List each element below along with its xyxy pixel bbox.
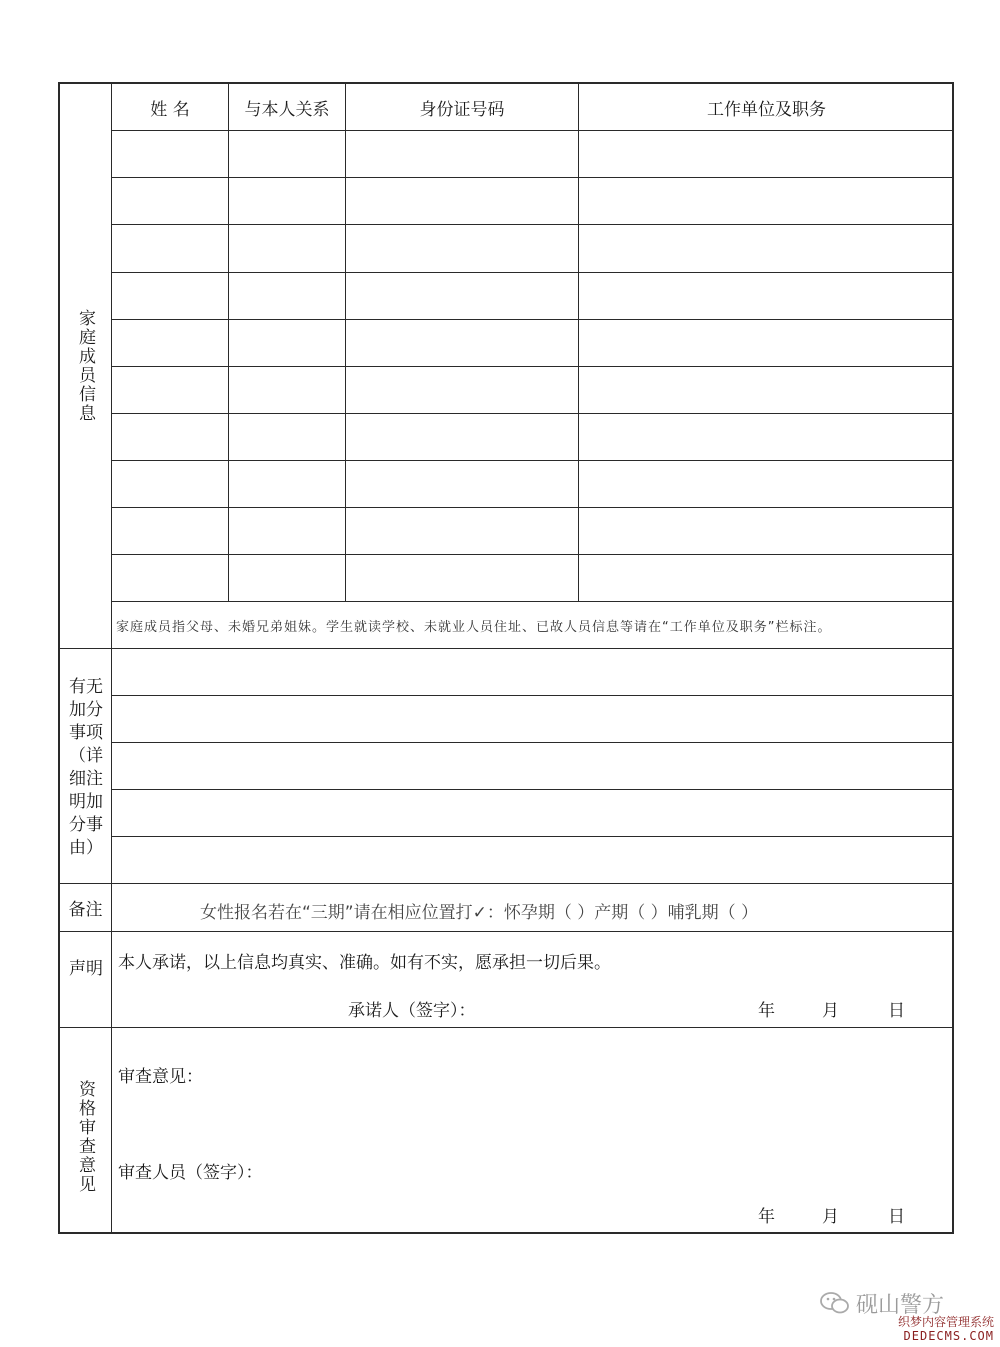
review-reviewer-label: 审查人员（签字）： <box>118 1163 263 1183</box>
review-month: 月 <box>822 1207 839 1227</box>
family-member-row-7[interactable] <box>112 414 954 460</box>
family-section-label: 家庭成员信息 <box>75 309 95 423</box>
family-member-row-3[interactable] <box>112 225 954 271</box>
bonus-line-1[interactable] <box>112 649 954 695</box>
family-member-row-2[interactable] <box>112 178 954 224</box>
review-opinion-field[interactable] <box>210 1054 940 1134</box>
declaration-signature-field[interactable] <box>490 988 740 1020</box>
watermark-site <box>898 1315 994 1343</box>
bonus-section-label: 有无加分事项（详细注明加分事由） <box>69 677 103 858</box>
family-member-row-4[interactable] <box>112 273 954 319</box>
declaration-year: 年 <box>758 1001 775 1021</box>
family-member-row-8[interactable] <box>112 461 954 507</box>
bonus-line-4[interactable] <box>112 790 954 836</box>
declaration-label: 声明 <box>69 959 103 979</box>
watermark-site-cn: 织梦内容管理系统 <box>897 1315 994 1329</box>
family-member-row-9[interactable] <box>112 508 954 554</box>
review-section-label: 资格审查意见 <box>75 1080 95 1194</box>
family-note: 家庭成员指父母、未婚兄弟姐妹。学生就读学校、未就业人员住址、已故人员信息等请在“工作单位及职务”栏标注。 <box>116 619 832 635</box>
section-divider <box>60 883 954 884</box>
review-day: 日 <box>888 1207 905 1227</box>
remarks-label: 备注 <box>68 900 103 920</box>
wechat-icon <box>820 1290 850 1316</box>
section-divider <box>60 1027 954 1028</box>
review-opinion-label: 审查意见： <box>118 1067 203 1087</box>
review-signature-field[interactable] <box>280 1150 680 1182</box>
column-header-relation: 与本人关系 <box>244 99 330 120</box>
remarks-text: 女性报名若在“三期”请在相应位置打✓：怀孕期（ ）产期（ ）哺乳期（ ） <box>200 903 759 923</box>
section-divider <box>60 931 954 932</box>
registration-form-table <box>58 82 954 1234</box>
column-header-id-number: 身份证号码 <box>419 99 505 120</box>
bonus-line-3[interactable] <box>112 743 954 789</box>
declaration-day: 日 <box>888 1001 905 1021</box>
bonus-line-2[interactable] <box>112 696 954 742</box>
declaration-signer: 承诺人（签字）： <box>348 1001 476 1021</box>
review-year: 年 <box>758 1207 775 1227</box>
family-member-row-5[interactable] <box>112 320 954 366</box>
declaration-text: 本人承诺，以上信息均真实、准确。如有不实，愿承担一切后果。 <box>118 953 611 973</box>
column-header-name: 姓 名 <box>150 99 190 120</box>
bonus-line-5[interactable] <box>112 837 954 883</box>
family-member-row-1[interactable] <box>112 131 954 177</box>
declaration-month: 月 <box>822 1001 839 1021</box>
watermark-account: 砚山警方 <box>856 1293 945 1318</box>
family-member-row-6[interactable] <box>112 367 954 413</box>
family-member-row-10[interactable] <box>112 555 954 601</box>
column-header-employer-position: 工作单位及职务 <box>707 99 826 120</box>
watermark-site-en: DEDECMS.COM <box>903 1329 994 1343</box>
